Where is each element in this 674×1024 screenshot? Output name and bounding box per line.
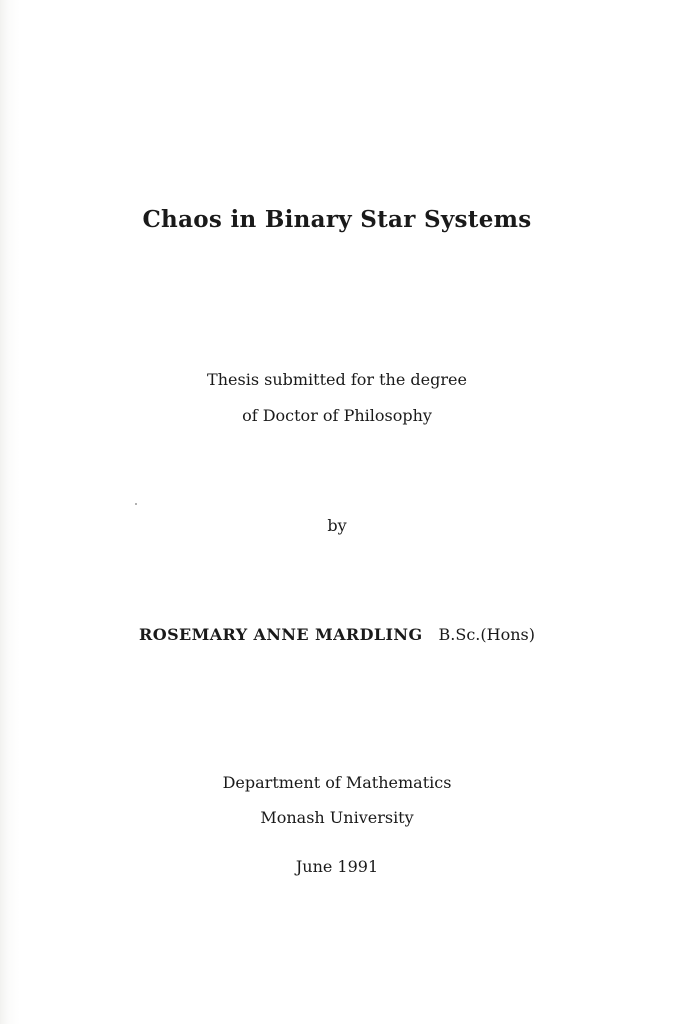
department: Department of Mathematics <box>222 773 452 792</box>
author-line <box>0 625 674 644</box>
university: Monash University <box>260 808 414 827</box>
author-name: ROSEMARY ANNE MARDLING <box>139 625 423 644</box>
thesis-title: Chaos in Binary Star Systems <box>142 206 532 233</box>
by-label: by <box>327 516 347 535</box>
thesis-statement-line-2: of Doctor of Philosophy <box>242 406 432 425</box>
author-degree: B.Sc.(Hons) <box>438 625 535 644</box>
submission-date: June 1991 <box>295 857 379 876</box>
scan-speck <box>135 503 137 505</box>
thesis-statement-line-1: Thesis submitted for the degree <box>207 370 467 389</box>
